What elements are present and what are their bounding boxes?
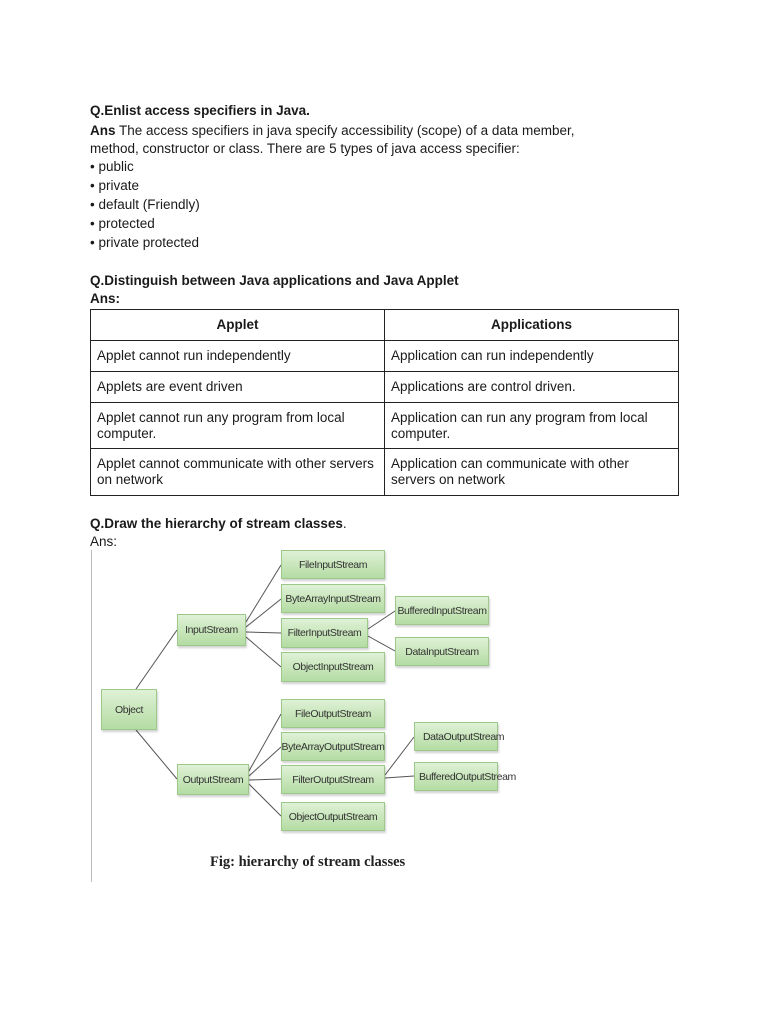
node-byte-array-output-stream: ByteArrayOutputStream (281, 732, 385, 761)
q2-ans-label: Ans: (90, 291, 120, 306)
q3-question-suffix: . (342, 516, 347, 531)
list-item: • private protected (90, 235, 200, 250)
node-buffered-input-stream: BufferedInputStream (395, 596, 489, 625)
list-item: • private (90, 178, 139, 193)
figure-caption: Fig: hierarchy of stream classes (210, 854, 406, 870)
table-row (91, 449, 679, 496)
node-file-output-stream: FileOutputStream (281, 699, 385, 728)
q3-ans-label: Ans: (90, 534, 118, 549)
node-byte-array-input-stream: ByteArrayInputStream (281, 584, 385, 613)
list-item: • public (90, 159, 134, 174)
table-cell: Application can run any program from local computer. (385, 403, 679, 449)
node-object-output-stream: ObjectOutputStream (281, 802, 385, 831)
q1-answer-text: The access specifiers in java specify accessibility (scope) of a data member, (115, 123, 575, 138)
node-filter-output-stream: FilterOutputStream (281, 765, 385, 794)
figure-border (91, 550, 92, 882)
list-item: • protected (90, 216, 155, 231)
node-object: Object (101, 689, 157, 730)
list-item: • default (Friendly) (90, 197, 200, 212)
q1-question: Q.Enlist access specifiers in Java. (90, 103, 310, 118)
q3-question-line (90, 515, 347, 533)
table-header-row (91, 310, 679, 341)
table-cell: Applications are control driven. (385, 372, 679, 403)
table-row (91, 372, 679, 403)
node-object-input-stream: ObjectInputStream (281, 652, 385, 682)
q1-answer-line1 (90, 122, 574, 140)
node-output-stream: OutputStream (177, 764, 249, 795)
table-cell: Application can run independently (385, 341, 679, 372)
node-file-input-stream: FileInputStream (281, 550, 385, 579)
table-cell: Applet cannot communicate with other servers on network (91, 449, 385, 496)
table-cell: Applet cannot run independently (91, 341, 385, 372)
q2-question: Q.Distinguish between Java applications and Java Applet (90, 273, 459, 288)
q3-question: Q.Draw the hierarchy of stream classes (90, 516, 343, 531)
table-row (91, 341, 679, 372)
q1-answer-line2: method, constructor or class. There are 5 types of java access specifier: (90, 141, 520, 156)
node-input-stream: InputStream (177, 614, 246, 646)
table-header-applet: Applet (91, 310, 385, 341)
node-data-output-stream: DataOutputStream (414, 722, 498, 751)
node-filter-input-stream: FilterInputStream (281, 618, 368, 648)
table-cell: Application can communicate with other servers on network (385, 449, 679, 496)
table-cell: Applet cannot run any program from local computer. (91, 403, 385, 449)
table-header-applications: Applications (385, 310, 679, 341)
q1-ans-label: Ans (90, 123, 116, 138)
node-data-input-stream: DataInputStream (395, 637, 489, 666)
table-row (91, 403, 679, 449)
table-cell: Applets are event driven (91, 372, 385, 403)
comparison-table (90, 309, 679, 496)
node-buffered-output-stream: BufferedOutputStream (414, 762, 498, 791)
